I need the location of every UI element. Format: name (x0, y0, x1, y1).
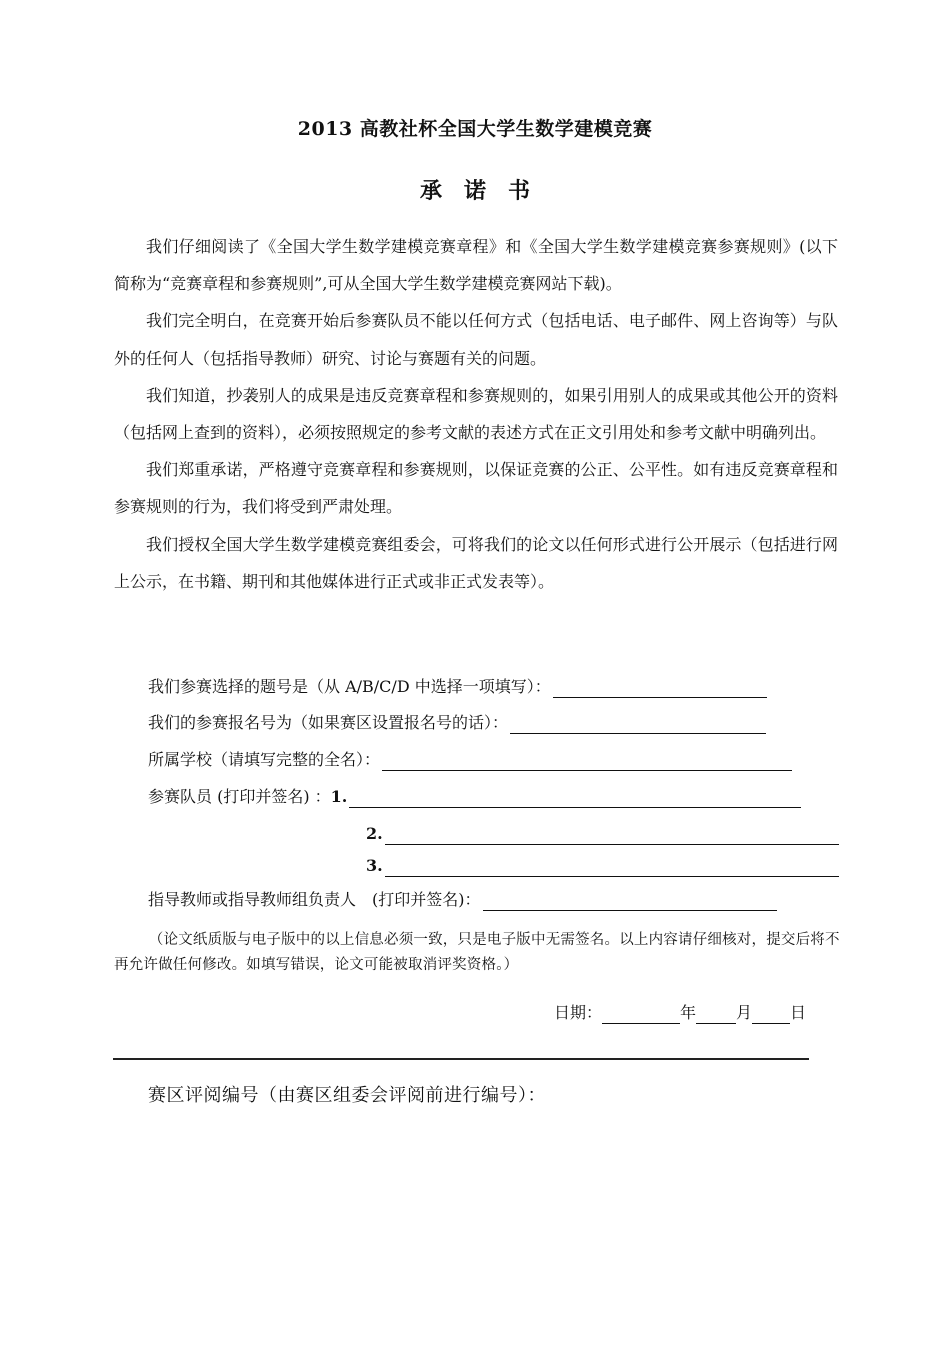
document-subtitle: 承诺书 (419, 178, 552, 204)
member-3-number: 3. (366, 856, 383, 875)
review-number-label: 赛区评阅编号（由赛区组委会评阅前进行编号）： (148, 1085, 546, 1106)
members-label: 参赛队员 (打印并签名) ： (148, 787, 331, 806)
member-1-field[interactable] (349, 789, 801, 808)
commitment-body (114, 228, 838, 600)
problem-number-label: 我们参赛选择的题号是（从 A/B/C/D 中选择一项填写）： (148, 677, 551, 696)
advisor-field[interactable] (483, 892, 777, 911)
paragraph-no-contact: 我们完全明白，在竞赛开始后参赛队员不能以任何方式（包括电话、电子邮件、网上咨询等）与队外的任何人（包括指导教师）研究、讨论与赛题有关的问题。 (114, 311, 838, 368)
advisor-row (148, 889, 777, 911)
problem-number-row (148, 676, 767, 698)
date-day-field[interactable] (752, 1005, 790, 1024)
member-2-row (366, 823, 839, 845)
registration-number-field[interactable] (510, 715, 766, 734)
paragraph-authorization: 我们授权全国大学生数学建模竞赛组委会，可将我们的论文以任何形式进行公开展示（包括进行网上公示，在书籍、期刊和其他媒体进行正式或非正式发表等）。 (114, 534, 838, 591)
notice-text (114, 928, 840, 978)
school-field[interactable] (382, 752, 792, 771)
document-title: 2013 高教社杯全国大学生数学建模竞赛 (297, 118, 653, 140)
school-row (148, 749, 792, 771)
problem-number-field[interactable] (553, 679, 767, 698)
school-label: 所属学校（请填写完整的全名）： (148, 750, 381, 769)
member-1-row (148, 786, 801, 808)
date-year-field[interactable] (602, 1005, 680, 1024)
registration-number-label: 我们的参赛报名号为（如果赛区设置报名号的话）： (148, 713, 509, 732)
member-3-field[interactable] (385, 858, 839, 877)
advisor-label: 指导教师或指导教师组负责人 (打印并签名)： (148, 890, 481, 909)
member-1-number: 1. (330, 787, 348, 806)
date-month-label: 月 (736, 1003, 753, 1022)
date-row (554, 1002, 806, 1024)
registration-number-row (148, 712, 766, 734)
member-2-field[interactable] (385, 826, 839, 845)
date-year-label: 年 (680, 1003, 697, 1022)
notice-paragraph: （论文纸质版与电子版中的以上信息必须一致，只是电子版中无需签名。以上内容请仔细核对，提交后将不再允许做任何修改。如填写错误，论文可能被取消评奖资格。） (114, 932, 840, 973)
date-month-field[interactable] (696, 1005, 736, 1024)
member-2-number: 2. (366, 824, 383, 843)
date-day-label: 日 (790, 1003, 807, 1022)
paragraph-rules-read: 我们仔细阅读了《全国大学生数学建模竞赛章程》和《全国大学生数学建模竞赛参赛规则》(以下简称为“竞赛章程和参赛规则”,可从全国大学生数学建模竞赛网站下载)。 (114, 237, 838, 294)
paragraph-citation: 我们知道，抄袭别人的成果是违反竞赛章程和参赛规则的，如果引用别人的成果或其他公开的资料（包括网上查到的资料），必须按照规定的参考文献的表述方式在正文引用处和参考文献中明确列出。 (114, 385, 838, 443)
paragraph-pledge: 我们郑重承诺，严格遵守竞赛章程和参赛规则，以保证竞赛的公正、公平性。如有违反竞赛章程和参赛规则的行为，我们将受到严肃处理。 (114, 460, 838, 517)
member-3-row (366, 855, 839, 877)
date-label: 日期： (554, 1003, 603, 1022)
section-divider (113, 1058, 809, 1060)
